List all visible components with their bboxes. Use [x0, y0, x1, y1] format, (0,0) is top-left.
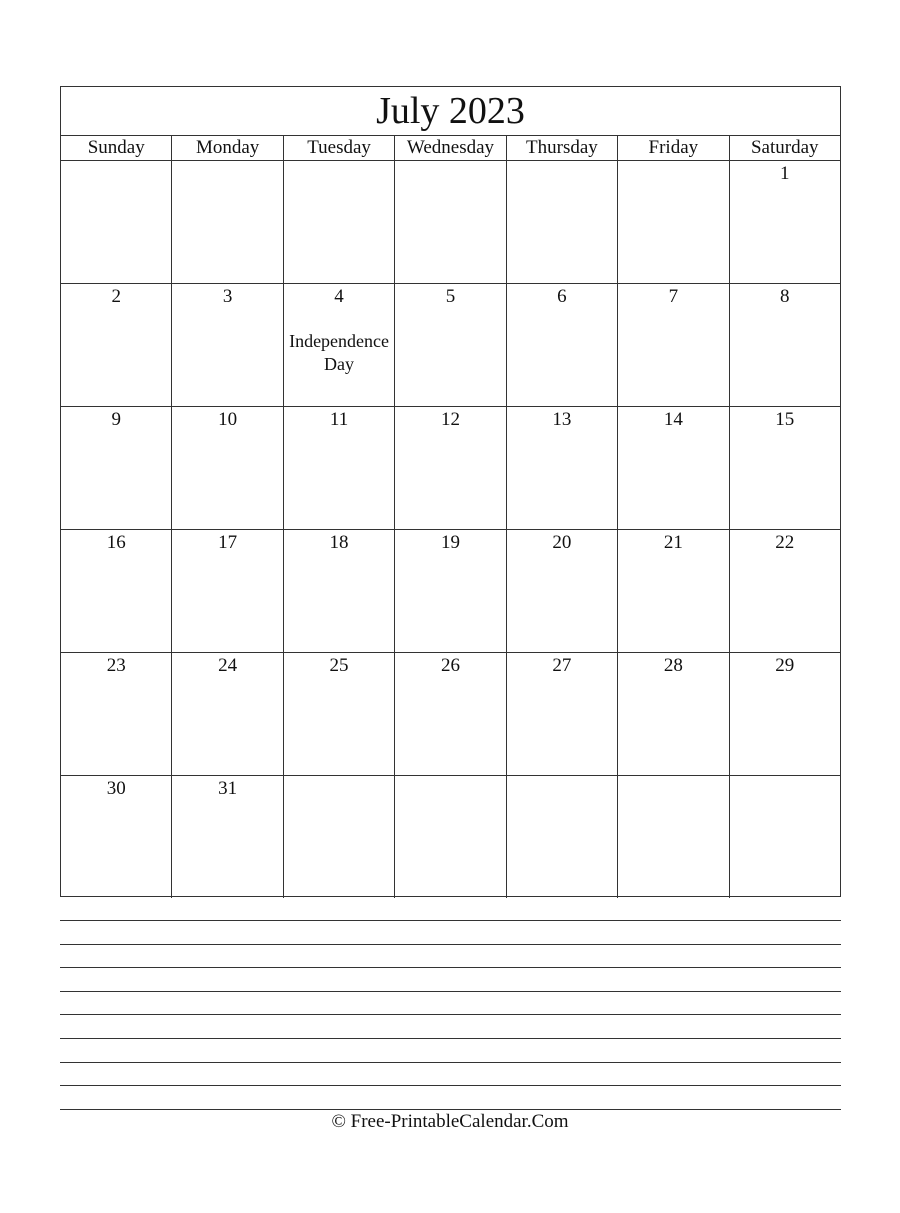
- day-cell: [618, 161, 729, 283]
- day-number: 8: [779, 286, 790, 307]
- week-row: [61, 530, 840, 653]
- day-number: 6: [557, 286, 567, 307]
- calendar-grid: [60, 86, 841, 897]
- week-row: [61, 776, 840, 898]
- day-cell: [61, 407, 172, 529]
- day-number: 15: [775, 409, 795, 430]
- day-cell: [172, 776, 283, 898]
- day-cell: [730, 161, 840, 283]
- day-cell: [395, 653, 506, 775]
- note-line: [60, 1038, 841, 1062]
- note-line: [60, 920, 841, 944]
- day-number: 13: [552, 409, 572, 430]
- day-number: 9: [111, 409, 121, 430]
- week-row: [61, 407, 840, 530]
- day-cell: [507, 530, 618, 652]
- day-number: 1: [779, 163, 790, 184]
- day-number: 11: [329, 409, 349, 430]
- day-cell: [284, 530, 395, 652]
- day-cell: [395, 407, 506, 529]
- weekday-saturday: Saturday: [750, 137, 819, 158]
- day-cell: [730, 653, 840, 775]
- day-cell: [618, 653, 729, 775]
- day-number: 30: [106, 778, 126, 799]
- day-cell: [618, 530, 729, 652]
- calendar-title: July 2023: [61, 87, 840, 136]
- day-number: 23: [106, 655, 126, 676]
- day-number: 14: [663, 409, 683, 430]
- day-number: 17: [218, 532, 238, 553]
- weeks-container: [61, 161, 840, 898]
- day-cell: [172, 284, 283, 406]
- day-number: 19: [440, 532, 460, 553]
- day-number: 7: [668, 286, 679, 307]
- day-cell: [618, 284, 729, 406]
- day-cell: [284, 653, 395, 775]
- week-row: [61, 161, 840, 284]
- day-number: 24: [218, 655, 238, 676]
- day-number: 4: [334, 286, 344, 307]
- day-number: 28: [663, 655, 683, 676]
- note-line: [60, 991, 841, 1015]
- day-cell: [284, 284, 395, 406]
- day-cell: [507, 653, 618, 775]
- day-cell: [618, 407, 729, 529]
- day-number: 10: [218, 409, 238, 430]
- day-cell: [61, 776, 172, 898]
- day-number: 21: [663, 532, 683, 553]
- day-cell: [618, 776, 729, 898]
- day-number: 18: [329, 532, 349, 553]
- weekday-friday: Friday: [618, 136, 729, 160]
- day-cell: [507, 284, 618, 406]
- day-cell: [61, 530, 172, 652]
- note-line: [60, 1062, 841, 1086]
- day-cell: [395, 284, 506, 406]
- day-number: 3: [222, 286, 233, 307]
- day-cell: [172, 653, 283, 775]
- day-cell: [507, 161, 618, 283]
- weekday-monday: Monday: [172, 136, 283, 160]
- weekday-wednesday: Wednesday: [395, 136, 506, 160]
- note-line: [60, 967, 841, 991]
- holiday-label: Independence Day: [289, 331, 390, 374]
- note-line: [60, 1014, 841, 1038]
- notes-section: [60, 920, 841, 1132]
- day-cell: [172, 407, 283, 529]
- day-cell: [730, 284, 840, 406]
- day-cell: [730, 530, 840, 652]
- day-cell: [172, 530, 283, 652]
- day-number: 22: [775, 532, 795, 553]
- day-cell: [284, 407, 395, 529]
- day-number: 20: [552, 532, 572, 553]
- day-number: 26: [440, 655, 460, 676]
- day-number: 12: [440, 409, 460, 430]
- day-number: 16: [106, 532, 126, 553]
- day-cell: [61, 161, 172, 283]
- day-number: 5: [445, 286, 456, 307]
- copyright-footer: © Free-PrintableCalendar.Com: [331, 1111, 569, 1132]
- note-line: [60, 1085, 841, 1109]
- day-number: 25: [329, 655, 349, 676]
- day-number: 2: [111, 286, 121, 307]
- day-cell: [730, 776, 840, 898]
- day-number: 27: [552, 655, 572, 676]
- week-row: [61, 653, 840, 776]
- day-cell: [172, 161, 283, 283]
- day-cell: [395, 530, 506, 652]
- day-cell: [730, 407, 840, 529]
- day-cell: [61, 284, 172, 406]
- day-cell: [507, 776, 618, 898]
- weekday-thursday: Thursday: [507, 136, 618, 160]
- day-cell: [284, 161, 395, 283]
- weekday-sunday: Sunday: [61, 136, 172, 160]
- day-cell: [61, 653, 172, 775]
- weekday-header-row: [61, 136, 840, 161]
- day-cell: [395, 161, 506, 283]
- day-number: 31: [218, 778, 238, 799]
- day-cell: [284, 776, 395, 898]
- week-row: [61, 284, 840, 407]
- day-cell: [507, 407, 618, 529]
- day-cell: [395, 776, 506, 898]
- day-number: 29: [775, 655, 795, 676]
- weekday-tuesday: Tuesday: [284, 136, 395, 160]
- note-line: [60, 944, 841, 968]
